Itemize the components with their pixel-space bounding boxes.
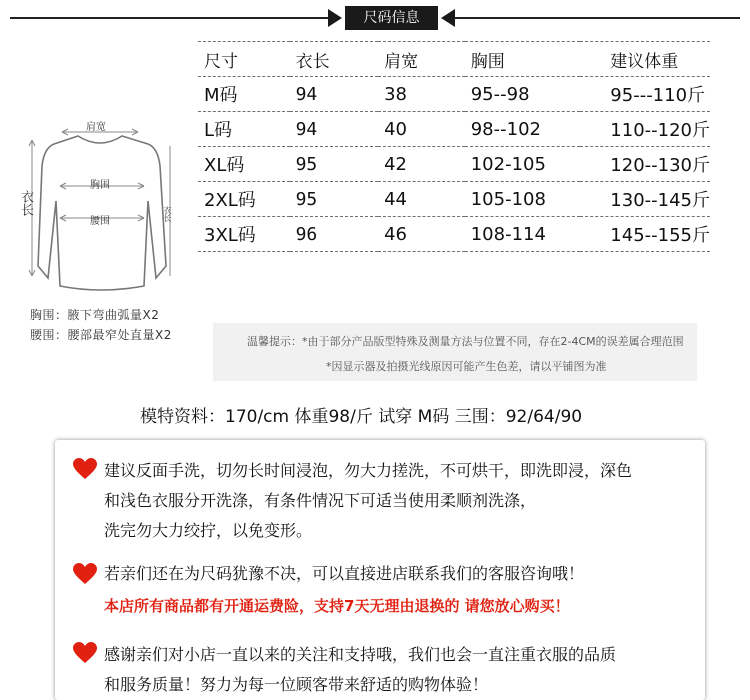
note-color: *因显示器及拍摄光线原因可能产生色差，请以平铺图为准 — [326, 360, 607, 373]
shipping-insurance-text: 本店所有商品都有开通运费险，支持7天无理由退换的 请您放心购买！ — [104, 597, 570, 615]
table-row — [198, 112, 710, 147]
length-cell: 96 — [290, 217, 379, 252]
table-row — [198, 77, 710, 112]
size-consult-text: 若亲们还在为尺码犹豫不决，可以直接进店联系我们的客服咨询哦！ — [104, 564, 585, 583]
col-header-chest: 胸围 — [465, 42, 581, 77]
shoulder-cell: 44 — [378, 182, 465, 217]
shirt-outline-icon — [20, 106, 180, 301]
size-table — [198, 41, 710, 252]
weight-cell: 130--145斤 — [580, 182, 710, 217]
chest-cell: 95--98 — [465, 77, 581, 112]
col-header-shoulder: 肩宽 — [378, 42, 465, 77]
waist-legend: 腰围：腰部最窄处直量X2 — [30, 328, 172, 342]
chest-label: 胸围 — [90, 180, 110, 191]
thanks-text: 感谢亲们对小店一直以来的关注和支持哦，我们也会一直注重衣服的品质 — [104, 645, 617, 664]
care-text: 洗完勿大力绞拧，以免变形。 — [104, 521, 313, 540]
col-header-weight: 建议体重 — [580, 42, 710, 77]
size-cell: 3XL码 — [198, 217, 290, 252]
length-cell: 95 — [290, 147, 379, 182]
garment-diagram — [20, 106, 180, 301]
size-cell: M码 — [198, 77, 290, 112]
weight-cell: 110--120斤 — [580, 112, 710, 147]
shoulder-cell: 38 — [378, 77, 465, 112]
weight-cell: 95---110斤 — [580, 77, 710, 112]
length-label-side: 衣长 — [163, 206, 172, 222]
table-row — [198, 182, 710, 217]
chest-cell: 102-105 — [465, 147, 581, 182]
waist-label: 腰围 — [90, 216, 110, 227]
size-cell: XL码 — [198, 147, 290, 182]
chest-cell: 108-114 — [465, 217, 581, 252]
header-rule-right — [455, 17, 740, 19]
shoulder-cell: 46 — [378, 217, 465, 252]
size-cell: L码 — [198, 112, 290, 147]
size-cell: 2XL码 — [198, 182, 290, 217]
care-text: 建议反面手洗，切勿长时间浸泡，勿大力搓洗，不可烘干，即洗即浸，深色 — [104, 461, 633, 480]
table-header-row — [198, 42, 710, 77]
header-rule-left — [10, 17, 328, 19]
table-row — [198, 217, 710, 252]
chest-cell: 105-108 — [465, 182, 581, 217]
length-cell: 94 — [290, 77, 379, 112]
length-label: 衣长 — [18, 190, 33, 216]
heart-icon — [73, 642, 97, 664]
shoulder-cell: 42 — [378, 147, 465, 182]
shoulder-label: 肩宽 — [86, 122, 106, 133]
thanks-text: 和服务质量！努力为每一位顾客带来舒适的购物体验！ — [104, 675, 489, 694]
length-cell: 95 — [290, 182, 379, 217]
care-text: 和浅色衣服分开洗涤，有条件情况下可适当使用柔顺剂洗涤， — [104, 491, 537, 510]
header-arrow-right — [441, 9, 455, 27]
weight-cell: 145--155斤 — [580, 217, 710, 252]
table-row — [198, 147, 710, 182]
header-arrow-left — [328, 9, 342, 27]
heart-icon — [73, 458, 97, 480]
chest-legend: 胸围：腋下弯曲弧量X2 — [30, 308, 160, 322]
weight-cell: 120--130斤 — [580, 147, 710, 182]
length-cell: 94 — [290, 112, 379, 147]
shoulder-cell: 40 — [378, 112, 465, 147]
chest-cell: 98--102 — [465, 112, 581, 147]
model-info: 模特资料：170/cm 体重98/斤 试穿 M码 三围：92/64/90 — [140, 407, 583, 427]
col-header-length: 衣长 — [290, 42, 379, 77]
heart-icon — [73, 563, 97, 585]
col-header-size: 尺寸 — [198, 42, 290, 77]
header-title: 尺码信息 — [345, 6, 438, 30]
note-measure: 温馨提示：*由于部分产品版型特殊及测量方法与位置不同，存在2-4CM的误差属合理范围 — [247, 335, 684, 348]
